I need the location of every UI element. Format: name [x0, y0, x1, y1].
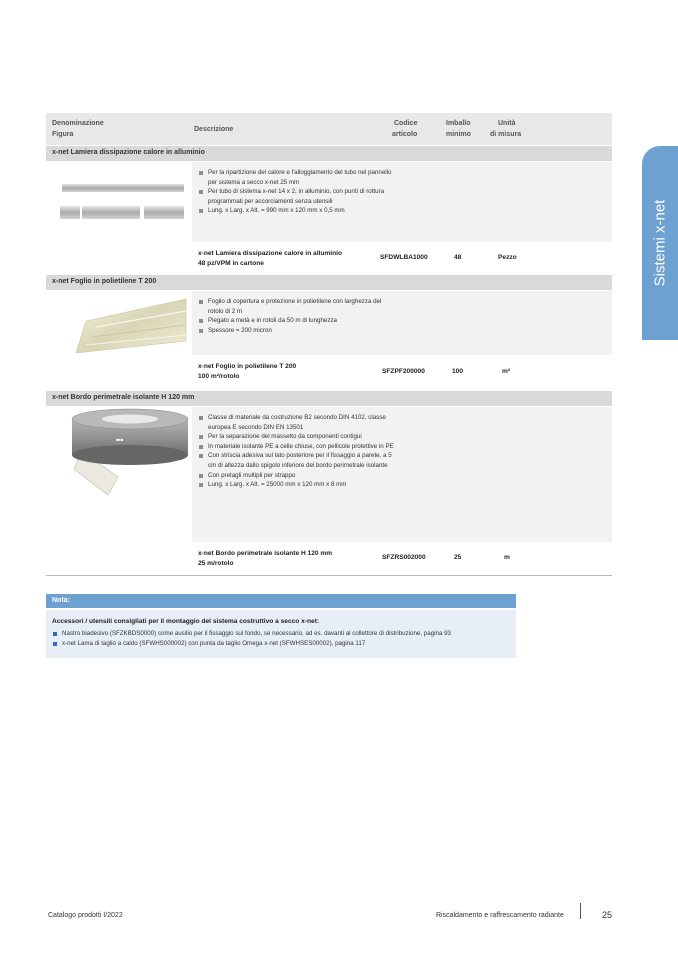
- product-packaging: 100 m²/rotolo: [198, 373, 240, 380]
- section-title-foglio: x-net Foglio in polietilene T 200: [46, 275, 612, 290]
- product-pack: 48: [454, 254, 462, 261]
- nota-list: [52, 629, 512, 649]
- lamiera-image: [46, 162, 192, 242]
- lamiera-bullets: [198, 168, 398, 216]
- product-row-bordo: [46, 543, 612, 575]
- header-articolo: articolo: [392, 131, 418, 138]
- section-desc-bordo: [46, 407, 612, 542]
- bullet: Lung. x Larg. x Alt. = 990 mm x 120 mm x 0,5 mm: [198, 206, 398, 216]
- page-number: 25: [602, 910, 613, 920]
- bullet: Per la ripartizione del calore e l'alloggiamento del tubo nel pannello per sistema a secco x-net 25 mm: [198, 168, 398, 187]
- bullet: Per tubo di sistema x-net 14 x 2, in alluminio, con punti di rottura programmati per accorciamenti senza utensili: [198, 187, 398, 206]
- foglio-image: [46, 291, 192, 355]
- nota-item: Nastro biadesivo (SFZKBDS0000) come ausilio per il fissaggio sul fondo, se necessario, ad es. davanti al collettore di distribuzione, pagina 93: [52, 629, 512, 639]
- header-di-misura: di misura: [490, 131, 522, 138]
- side-tab-label: Sistemi x-net: [651, 199, 669, 287]
- foglio-bullets: [198, 297, 398, 335]
- product-name: x-net Foglio in polietilene T 200: [198, 363, 297, 370]
- footer-catalog: Catalogo prodotti I/2022: [48, 912, 123, 919]
- product-unit: m: [504, 554, 510, 561]
- bullet: Per la separazione del massetto da componenti contigui: [198, 432, 398, 442]
- product-pack: 100: [452, 368, 464, 375]
- bullet: Foglio di copertura e protezione in polietilene con larghezza del rotolo di 2 m: [198, 297, 398, 316]
- bullet: Con striscia adesiva sul lato posteriore per il fissaggio a parete, a 5 cm di altezza dallo spigolo inferiore del bordo perimetrale isolante: [198, 451, 398, 470]
- product-packaging: 25 m/rotolo: [198, 560, 234, 567]
- bullet: In materiale isolante PE a celle chiuse, con pellicole protettive in PE: [198, 442, 398, 452]
- product-code: SFDWLBA1000: [380, 254, 428, 261]
- product-code: SFZPF200000: [382, 368, 425, 375]
- product-packaging: 48 pz/VPM in cartone: [198, 260, 264, 267]
- product-code: SFZRS002000: [382, 554, 426, 561]
- pe-film-roll-icon: [46, 291, 192, 355]
- nota-item: x-net Lama di taglio a caldo (SFWHS000002) con punta da taglio Omega x-net (SFWHSES00002), pagina 117: [52, 639, 512, 649]
- bullet: Piegato a metà e in rotoli da 50 m di lunghezza: [198, 316, 398, 326]
- section-title-lamiera: x-net Lamiera dissipazione calore in alluminio: [46, 146, 612, 161]
- section-desc-foglio: [46, 291, 612, 355]
- side-chapter-tab: [642, 146, 678, 340]
- header-imballo: Imballo: [446, 120, 471, 127]
- nota-body: [46, 610, 516, 658]
- product-name: x-net Bordo perimetrale isolante H 120 mm: [198, 550, 333, 557]
- product-row-lamiera: [46, 243, 612, 273]
- header-minimo: minimo: [446, 131, 471, 138]
- insulation-roll-icon: [46, 407, 192, 542]
- product-unit: m²: [502, 368, 511, 375]
- bordo-bullets: [198, 413, 398, 490]
- footer-divider: [580, 903, 581, 919]
- section-desc-lamiera: [46, 162, 612, 242]
- nota-header: Nota:: [46, 594, 516, 608]
- nota-title: Accessori / utensili consigliati per il montaggio del sistema costruttivo a secco x-net:: [52, 618, 320, 625]
- bullet: Classe di materiale da costruzione B2 secondo DIN 4102, classe europea E secondo DIN EN 13501: [198, 413, 398, 432]
- product-name: x-net Lamiera dissipazione calore in alluminio: [198, 250, 343, 257]
- bullet: Con pretagli multipli per strappo: [198, 471, 398, 481]
- footer-chapter: Riscaldamento e raffrescamento radiante: [436, 912, 564, 919]
- aluminium-sheet-icon: [46, 162, 192, 242]
- table-header: [46, 113, 612, 145]
- product-unit: Pezzo: [498, 254, 517, 261]
- header-codice: Codice: [394, 120, 418, 127]
- header-descrizione: Descrizione: [194, 126, 234, 133]
- header-figura: Figura: [52, 131, 74, 138]
- product-pack: 25: [454, 554, 462, 561]
- bullet: Lung. x Larg. x Alt. = 25000 mm x 120 mm x 8 mm: [198, 480, 398, 490]
- bordo-image: [46, 407, 192, 542]
- product-row-foglio: [46, 356, 612, 390]
- bullet: Spessore = 200 micron: [198, 326, 398, 336]
- svg-text:■■■: ■■■: [116, 437, 124, 442]
- table-bottom-divider: [46, 575, 612, 576]
- header-unita: Unità: [498, 120, 516, 127]
- header-denominazione: Denominazione: [52, 120, 104, 127]
- section-title-bordo: x-net Bordo perimetrale isolante H 120 mm: [46, 391, 612, 406]
